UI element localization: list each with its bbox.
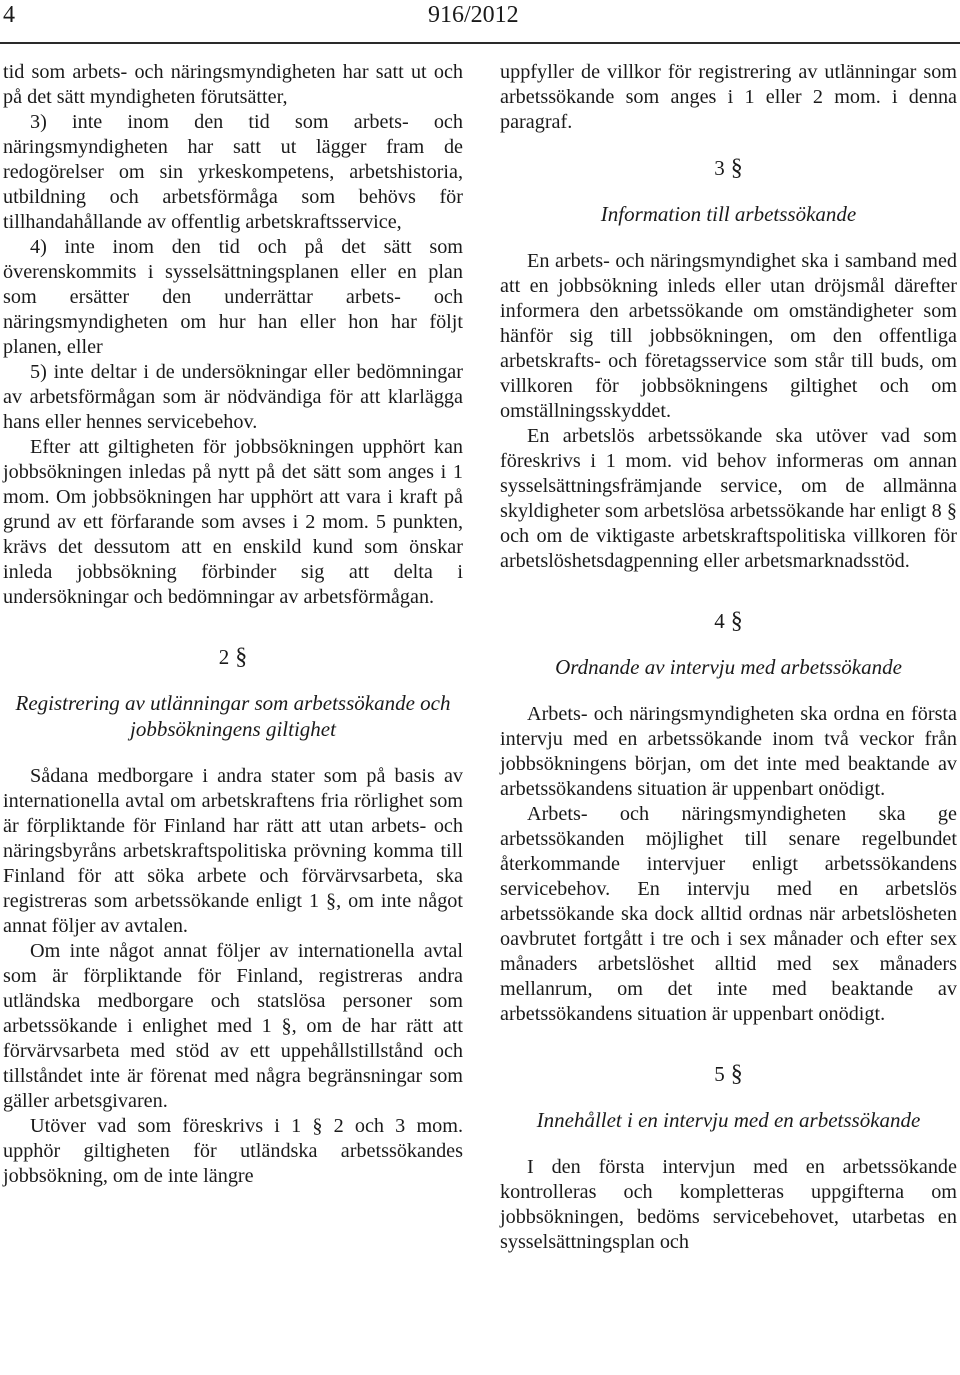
paragraph: En arbetslös arbetssökande ska utöver vad som föreskrivs i 1 mom. vid behov informeras om annan sysselsättningsfrämjande service, om de allmänna skyldigheter som arbetslösa arbetssökande har enligt 8 § och om de viktigaste arbetskraftspolitiska villkoren för arbetslöshetsdagpenning eller arbetsmarknadsstöd. — [500, 425, 957, 572]
section-number — [500, 608, 957, 634]
spacer — [500, 1027, 957, 1061]
section-title: Registrering av utlänningar som arbetssökande och jobbsökningens giltighet — [15, 691, 451, 741]
paragraph: uppfyller de villkor för registrering av utlänningar som arbetssökande som anges i 1 eller 2 mom. i denna paragraf. — [500, 61, 957, 133]
page-number: 4 — [3, 2, 15, 28]
section-number — [3, 644, 463, 670]
paragraph: tid som arbets- och näringsmyndigheten har satt ut och på det sätt myndigheten förutsätter, — [3, 61, 463, 108]
section-symbol: § — [730, 155, 743, 181]
paragraph: 5) inte deltar i de undersökningar eller bedömningar av arbetsförmågan som är nödvändiga för att klarlägga hans eller hennes servicebehov. — [3, 361, 463, 433]
paragraph: 3) inte inom den tid som arbets- och näringsmyndigheten har satt ut lägger fram de redogörelser om sin yrkeskompetens, arbetshistoria, utbildning och arbetsförmåga som behövs för tillhandahållande av offentlig arbetskraftsservice, — [3, 111, 463, 233]
section-title: Innehållet i en intervju med en arbetssökande — [536, 1108, 921, 1132]
section-symbol: § — [730, 1061, 743, 1087]
section-number — [500, 1061, 957, 1087]
spacer — [500, 135, 957, 155]
paragraph: Sådana medborgare i andra stater som på basis av internationella avtal om arbetskraftens fria rörlighet som är förpliktande för Finland har rätt att utan arbets- och näringsbyråns arbetskraftspolitiska prövning komma till Finland för att söka arbete och förvärvsarbeta, ska registreras som arbetssökande enligt 1 §, om inte något annat följer av avtalen. — [3, 765, 463, 937]
section-symbol: § — [730, 608, 743, 634]
paragraph: I den första intervjun med en arbetssökande kontrolleras och kompletteras uppgifterna om jobbsökningen, bedöms servicebehovet, utarbetas en sysselsättningsplan och — [500, 1156, 957, 1253]
paragraph: Utöver vad som föreskrivs i 1 § 2 och 3 mom. upphör giltigheten för utländska arbetssökandes jobbsökning, om de inte längre — [3, 1115, 463, 1187]
spacer — [500, 181, 957, 201]
section-title: Information till arbetssökande — [600, 202, 857, 226]
header-rule — [0, 42, 960, 44]
spacer — [500, 1133, 957, 1155]
right-column — [500, 60, 957, 1255]
spacer — [3, 670, 463, 690]
paragraph: Om inte något annat följer av internationella avtal som är förpliktande för Finland, registreras andra utländska medborgare och statslösa personer som arbetssökande i enlighet med 1 §, om de har rätt att förvärvsarbeta med stöd av ett uppehållstillstånd och tillståndet inte är förenat med några begränsningar som gäller arbetsgivaren. — [3, 940, 463, 1112]
section-number-text: 2 — [218, 645, 230, 669]
paragraph: Arbets- och näringsmyndigheten ska ordna en första intervju med en arbetssökande inom två veckor från jobbsökningens början, om det inte med beaktande av arbetssökandens situation är uppenbart onödigt. — [500, 703, 957, 800]
spacer — [500, 680, 957, 702]
spacer — [500, 634, 957, 654]
spacer — [500, 1087, 957, 1107]
paragraph: 4) inte inom den tid och på det sätt som överenskommits i sysselsättningsplanen eller en plan som ersätter den underrättar arbets- och näringsmyndigheten om hur han eller hon har följt planen, eller — [3, 236, 463, 358]
spacer — [3, 742, 463, 764]
section-number-text: 4 — [714, 609, 725, 633]
paragraph: Efter att giltigheten för jobbsökningen upphört kan jobbsökningen inledas på nytt på det sätt som anges i 1 mom. Om jobbsökningen har upphört att vara i kraft på grund av ett förfarande som avses i 2 mom. 5 punkten, krävs det dessutom att en enskild kund som önskar inleda jobbsökning förbinder sig att delta i undersökningar och bedömningar av arbetsförmågan. — [3, 436, 463, 608]
section-number-text: 3 — [714, 156, 725, 180]
left-column — [3, 60, 463, 1189]
spacer — [500, 574, 957, 608]
document-number: 916/2012 — [428, 2, 519, 28]
section-number — [500, 155, 957, 181]
section-title: Ordnande av intervju med arbetssökande — [555, 655, 902, 679]
spacer — [500, 227, 957, 249]
paragraph: Arbets- och näringsmyndigheten ska ge arbetssökanden möjlighet till senare regelbundet återkommande intervjuer enligt arbetssökandens servicebehov. En intervju med en arbetslös arbetssökande ska dock alltid ordnas när arbetslösheten oavbrutet fortgått i tre och i sex månader och efter sex månaders arbetslöshet alltid med sex månaders mellanrum, om det inte med beaktande av arbetssökandens situation är uppenbart onödigt. — [500, 803, 957, 1025]
section-symbol: § — [235, 644, 248, 670]
page-header — [0, 0, 960, 40]
paragraph: En arbets- och näringsmyndighet ska i samband med att en jobbsökning inleds eller utan dröjsmål därefter informera den arbetssökande om omständigheter som hänför sig till jobbsökningen, om den offentliga arbetskrafts- och företagsservice som står till buds, om villkoren för jobbsökningens giltighet och om omställningsskyddet. — [500, 250, 957, 422]
section-number-text: 5 — [714, 1062, 725, 1086]
spacer — [3, 610, 463, 644]
